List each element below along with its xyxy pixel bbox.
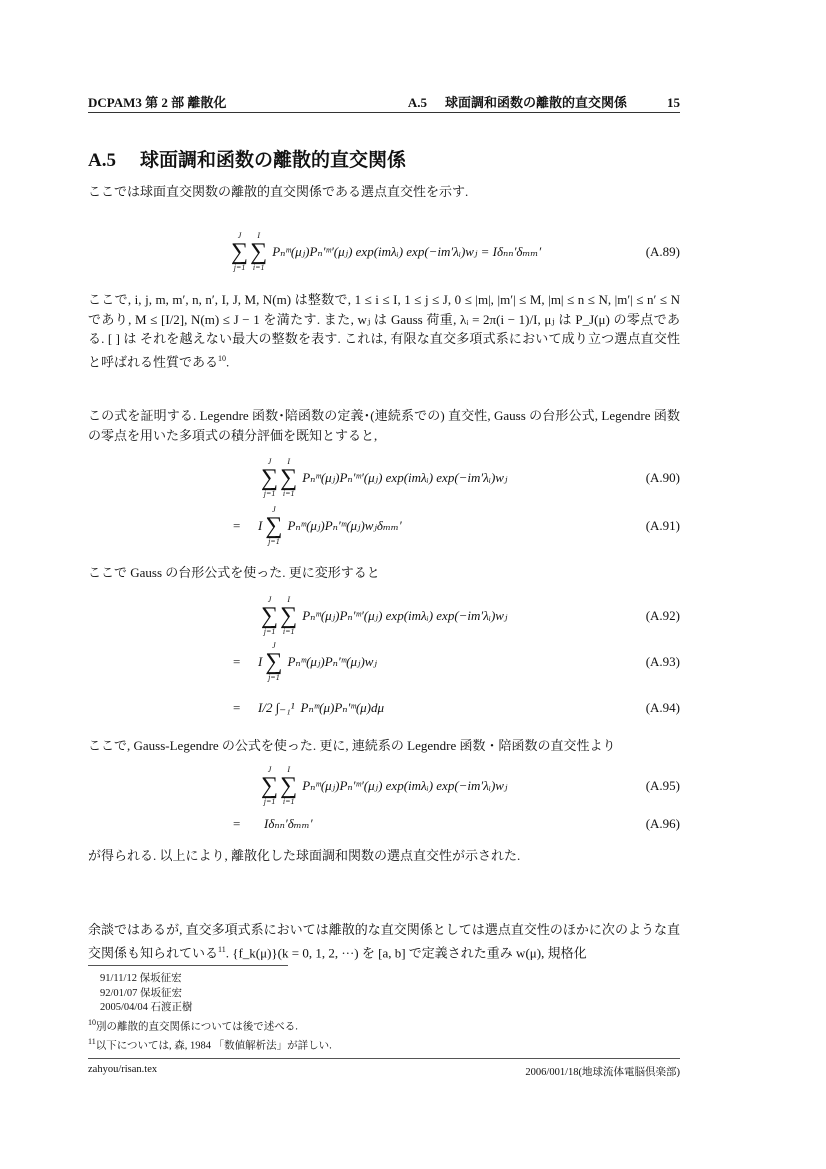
sigma-symbol: ∑ <box>265 513 283 539</box>
history-line: 91/11/12 保坂征宏 <box>100 973 182 984</box>
paragraph-result: が得られる. 以上により, 離散化した球面調和関数の選点直交性が示された. <box>88 848 521 863</box>
equals-sign: = <box>233 518 241 533</box>
equation-body <box>258 816 313 832</box>
aside-continuation: . {f_k(μ)}(k = 0, 1, 2, ···) を [a, b] で定義された重み w(μ), 規格化 <box>225 944 587 960</box>
equation-expression: Pₙᵐ(μⱼ)Pₙ′ᵐ(μⱼ)wⱼ <box>287 654 377 669</box>
footnote-ref: 11 <box>218 944 226 954</box>
sigma-symbol: ∑ <box>261 773 279 799</box>
footnote-10 <box>88 1016 332 1035</box>
sum-upper: I <box>287 765 290 774</box>
equation-prefix: I <box>258 518 263 533</box>
sigma-symbol: ∑ <box>280 603 298 629</box>
sum-upper: J <box>267 457 272 466</box>
equation-number: (A.89) <box>645 244 680 259</box>
sum-lower: i=1 <box>282 627 295 636</box>
paragraph-aside <box>88 920 680 962</box>
sum-upper: I <box>287 595 290 604</box>
summation <box>280 766 297 806</box>
footnote-11 <box>88 1035 332 1054</box>
equation-prefix: I/2 ∫₋₁¹ <box>258 700 295 715</box>
conditions-text: ここで, i, j, m, m′, n, n′, I, J, M, N(m) は整数で, 1 ≤ i ≤ I, 1 ≤ j ≤ J, 0 ≤ |m|, |m′| ≤ M, |m| ≤ n ≤ N, |m′| ≤ n′ ≤ N であり, M ≤ [I/2], N(m) ≤ J − 1 を満たす. また, wⱼ は Gauss 荷重, λᵢ = 2π(i − 1)/I, μⱼ は P_J(μ) の零点である. [ ] は それを越えない最大の整数を表す. これは, 有限な直交多項式系において成り立つ選点直交性と呼ばれる性質である <box>88 292 680 369</box>
equation <box>88 804 680 844</box>
summation <box>265 506 282 546</box>
paragraph-gauss-legendre: ここで, Gauss-Legendre の公式を使った. 更に, 連続系の Legendre 函数・陪函数の直交性より <box>88 738 616 753</box>
header-section-title: 球面調和函数の離散的直交関係 <box>444 95 627 110</box>
equation <box>88 506 680 546</box>
summation <box>265 642 282 682</box>
page-footer <box>88 1064 680 1079</box>
footnote-mark: 10 <box>88 1017 96 1027</box>
sum-upper: J <box>272 505 276 514</box>
footnote-mark: 11 <box>88 1036 96 1046</box>
equation <box>88 642 680 682</box>
equation-body <box>228 232 541 272</box>
history-line: 92/01/07 保坂征宏 <box>100 987 182 999</box>
footer-filename: zahyou/risan.tex <box>88 1064 158 1075</box>
equation-expression: Pₙᵐ(μⱼ)Pₙ′ᵐ′(μⱼ) exp(imλᵢ) exp(−im′λᵢ)wⱼ <box>302 608 508 623</box>
equals-sign: = <box>233 654 241 669</box>
history-line: 2005/04/04 石渡正樹 <box>100 1002 193 1013</box>
sum-lower: j=1 <box>268 673 280 682</box>
footer-date: 2006/001/18(地球流体電脳倶楽部) <box>525 1067 680 1078</box>
equation-number: (A.94) <box>645 700 680 715</box>
sum-upper: I <box>257 231 260 240</box>
sum-lower: j=1 <box>268 537 280 546</box>
aside-text: 余談ではあるが, 直交多項式系においては離散的な直交関係としては選点直交性のほかに次のような直交関係も知られている <box>88 922 680 960</box>
sigma-symbol: ∑ <box>250 239 268 265</box>
sigma-symbol: ∑ <box>280 465 298 491</box>
footer-rule <box>88 1058 680 1059</box>
equation <box>88 232 680 272</box>
header-right <box>390 92 680 111</box>
footnotes <box>88 972 332 1054</box>
sum-upper: J <box>237 231 242 240</box>
summation <box>261 596 278 636</box>
sum-upper: J <box>267 765 272 774</box>
footnote-rule <box>88 965 288 966</box>
sum-lower: i=1 <box>282 797 295 806</box>
equation-expression: Pₙᵐ(μ)Pₙ′ᵐ(μ)dμ <box>300 700 385 715</box>
section-title <box>88 145 406 172</box>
sum-upper: J <box>272 641 276 650</box>
sigma-symbol: ∑ <box>261 603 279 629</box>
paragraph-intro: ここでは球面直交関数の離散的直交関係である選点直交性を示す. <box>88 184 469 199</box>
equation-expression: Pₙᵐ(μⱼ)Pₙ′ᵐ′(μⱼ) exp(imλᵢ) exp(−im′λᵢ)wⱼ = Iδₙₙ′δₘₘ′ <box>272 244 542 259</box>
equation-body <box>258 458 507 498</box>
sum-upper: I <box>287 457 290 466</box>
paragraph-proof: この式を証明する. Legendre 函数･陪函数の定義･(連続系での) 直交性, Gauss の台形公式, Legendre 函数の零点を用いた多項式の積分評価を既知とすると, <box>88 408 680 443</box>
equation <box>88 766 680 806</box>
equals-sign: = <box>233 816 241 831</box>
summation <box>280 458 297 498</box>
equation-expression: Pₙᵐ(μⱼ)Pₙ′ᵐ′(μⱼ) exp(imλᵢ) exp(−im′λᵢ)wⱼ <box>302 470 508 485</box>
footnote-ref: 10 <box>218 353 227 363</box>
paragraph-gauss: ここで Gauss の台形公式を使った. 更に変形すると <box>88 565 380 580</box>
equation-body <box>258 766 507 806</box>
equation-number: (A.91) <box>645 518 680 533</box>
equation-expression: Pₙᵐ(μⱼ)Pₙ′ᵐ′(μⱼ) exp(imλᵢ) exp(−im′λᵢ)wⱼ <box>302 778 508 793</box>
equation-body <box>258 506 402 546</box>
footnote-text: 別の離散的直交関係については後で述べる. <box>96 1021 298 1032</box>
sum-lower: i=1 <box>282 489 295 498</box>
equation-expression: Pₙᵐ(μⱼ)Pₙ′ᵐ(μⱼ)wⱼδₘₘ′ <box>287 518 402 533</box>
equation <box>88 688 680 728</box>
summation <box>280 596 297 636</box>
summation <box>231 232 248 272</box>
equation-body <box>258 596 507 636</box>
sum-lower: j=1 <box>263 627 276 636</box>
sum-lower: j=1 <box>233 263 246 272</box>
sum-lower: j=1 <box>263 489 276 498</box>
sigma-symbol: ∑ <box>280 773 298 799</box>
header-left: DCPAM3 第 2 部 離散化 <box>88 95 227 110</box>
running-header <box>88 92 680 111</box>
sigma-symbol: ∑ <box>265 649 283 675</box>
equals-sign: = <box>233 700 241 715</box>
equation-body <box>258 642 377 682</box>
sum-lower: i=1 <box>252 263 265 272</box>
summation <box>250 232 267 272</box>
sum-lower: j=1 <box>263 797 276 806</box>
equation-body <box>258 700 384 716</box>
equation <box>88 458 680 498</box>
equation-number: (A.96) <box>645 816 680 831</box>
footnote-text: 以下については, 森, 1984 「数値解析法」が詳しい. <box>95 1040 332 1051</box>
equation <box>88 596 680 636</box>
page-number: 15 <box>667 95 680 110</box>
equation-number: (A.93) <box>645 654 680 669</box>
equation-expression: Iδₙₙ′δₘₘ′ <box>264 816 313 831</box>
paragraph-conditions: ここで, i, j, m, m′, n, n′, I, J, M, N(m) は整数で, 1 ≤ i ≤ I, 1 ≤ j ≤ J, 0 ≤ |m|, |m′| ≤ M, |m| ≤ n ≤ N, |m′| ≤ n′ ≤ N であり, M ≤ [I/2], N(m) ≤ J − 1 を満たす. また, wⱼ は Gauss 荷重, λᵢ = 2π(i − 1)/I, μⱼ は P_J(μ) の零点である. [ ] は それを越えない最大の整数を表す. これは, 有限な直交多項式系において成り立つ選点直交性と呼ばれる性質である$^{10}$. <box>88 292 680 369</box>
equation-number: (A.95) <box>645 778 680 793</box>
header-rule <box>88 112 680 113</box>
section-title-text: 球面調和函数の離散的直交関係 <box>139 150 406 171</box>
summation <box>261 766 278 806</box>
equation-number: (A.90) <box>645 470 680 485</box>
equation-prefix: I <box>258 654 263 669</box>
sigma-symbol: ∑ <box>231 239 249 265</box>
header-section: A.5 <box>407 95 427 110</box>
sigma-symbol: ∑ <box>261 465 279 491</box>
section-number: A.5 <box>88 150 116 171</box>
summation <box>261 458 278 498</box>
equation-number: (A.92) <box>645 608 680 623</box>
sum-upper: J <box>267 595 272 604</box>
